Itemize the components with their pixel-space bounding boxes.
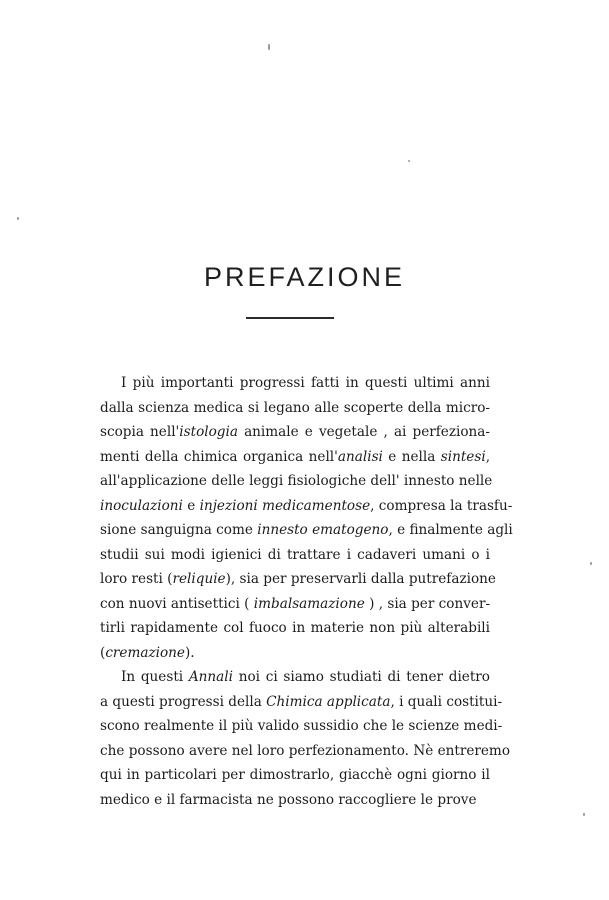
text-run: con nuovi antisettici ( <box>100 595 254 612</box>
text-run: In questi <box>121 669 189 685</box>
text-run: ), sia per preservarli dalla putrefazione <box>225 571 496 587</box>
text-run: scono realmente il più valido sussidio che le scienze medi- <box>100 718 503 734</box>
text-run: ) , sia per conver- <box>364 595 491 612</box>
preface-text <box>100 371 513 812</box>
italic-term: Chimica applicata <box>266 693 391 710</box>
italic-term: injezioni medicamentose <box>199 497 371 514</box>
text-line <box>100 469 493 494</box>
text-line <box>100 445 490 470</box>
text-run: tirli rapidamente col fuoco in materie non più alterabili <box>100 620 490 636</box>
italic-term: innesto ematogeno <box>257 522 389 538</box>
text-line <box>100 641 490 666</box>
text-run: noi ci siamo studiati di tener dietro <box>232 669 490 685</box>
text-run: menti della chimica organica nell' <box>100 448 338 465</box>
text-run: qui in particolari per dimostrarlo, giacchè ogni giorno il <box>100 767 490 783</box>
page-title: PREFAZIONE <box>203 262 406 292</box>
italic-term: analisi <box>337 448 383 465</box>
italic-term: imbalsamazione <box>253 595 365 612</box>
text-line <box>100 420 490 445</box>
text-run: medico e il farmacista ne possono raccogliere le prove <box>100 791 477 808</box>
text-run: , i quali costitui- <box>390 693 503 710</box>
text-run: sione sanguigna come <box>100 522 258 538</box>
paragraph <box>100 371 513 665</box>
text-run: animale e vegetale , ai perfeziona- <box>237 424 490 440</box>
text-run: a questi progressi della <box>100 693 267 710</box>
italic-term: reliquie <box>172 571 226 587</box>
text-run: loro resti ( <box>100 571 173 587</box>
text-line <box>100 690 503 715</box>
italic-term: sintesi <box>440 448 486 465</box>
title-rule <box>246 317 334 319</box>
text-line <box>100 592 490 617</box>
text-line <box>100 371 490 396</box>
text-line <box>100 494 513 519</box>
text-run: dalla scienza medica si legano alle scoperte della micro- <box>100 399 490 416</box>
text-line <box>100 739 511 764</box>
text-line <box>100 616 490 641</box>
text-line <box>100 567 496 592</box>
italic-term: inoculazioni <box>100 497 183 514</box>
text-line <box>100 396 490 421</box>
text-run: che possono avere nel loro perfezionamento. Nè entreremo <box>100 742 511 759</box>
text-run: I più importanti progressi fatti in questi ultimi anni <box>121 375 490 391</box>
text-run: ). <box>184 644 195 661</box>
text-line <box>100 714 503 739</box>
text-run: scopia nell' <box>100 424 180 440</box>
italic-term: cremazione <box>105 644 185 661</box>
text-run: e <box>182 497 200 514</box>
text-line <box>100 763 490 788</box>
text-run: all'applicazione delle leggi fisiologiche dell' innesto nelle <box>100 473 493 489</box>
italic-term: Annali <box>188 669 233 685</box>
text-line <box>100 543 490 568</box>
text-run: e nella <box>382 448 441 465</box>
text-line <box>100 665 490 690</box>
text-run: studii sui modi igienici di trattare i cadaveri umani o i <box>100 546 490 563</box>
italic-term: istologia <box>179 424 238 440</box>
text-line <box>100 518 513 543</box>
text-run: , <box>485 448 491 465</box>
text-run: , compresa la trasfu- <box>370 497 513 514</box>
text-run: , e finalmente agli <box>388 522 513 538</box>
text-line <box>100 788 490 813</box>
text-run: ( <box>100 644 106 661</box>
paragraph <box>100 665 511 812</box>
